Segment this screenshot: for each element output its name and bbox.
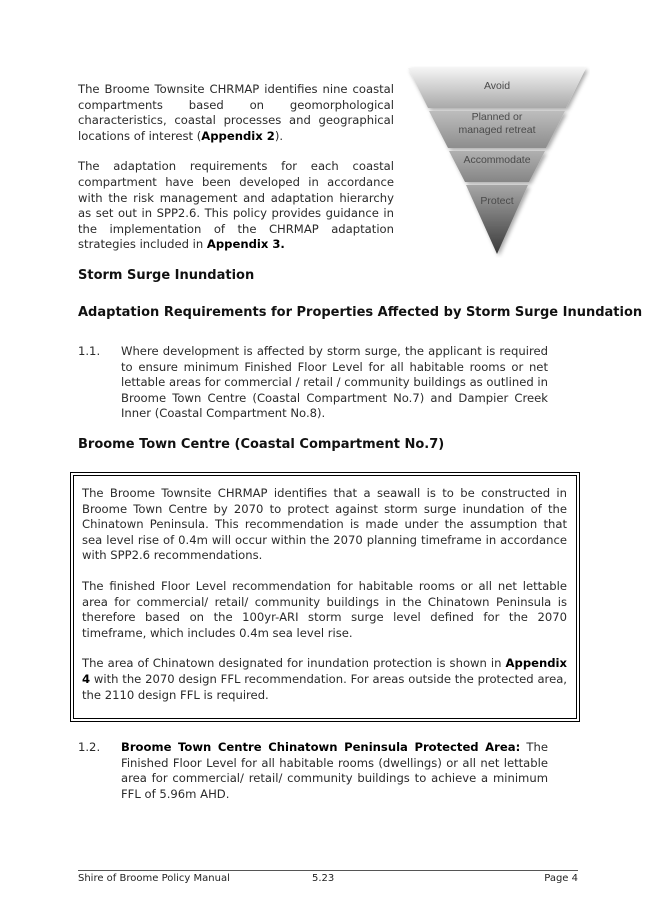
item-text (121, 740, 548, 802)
intro-paragraph-1 (78, 82, 394, 144)
pyramid-level-retreat: Planned or managed retreat (458, 111, 536, 136)
intro-p2-text: The adaptation requirements for each coastal compartment have been developed in accordance with the risk management and adaptation hierarchy as set out in SPP2.6. This policy provides guidance in the implementation of the CHRMAP adaptation strategies included in (78, 159, 394, 252)
item-bold-lead: Broome Town Centre Chinatown Peninsula Protected Area: (121, 740, 521, 754)
box-paragraph-1: The Broome Townsite CHRMAP identifies that a seawall is to be constructed in Broome Town Centre by 2070 to protect against storm surge inundation of the Chinatown Peninsula. This recommendation is made under the assumption that sea level rise of 0.4m will occur within the 2070 planning timeframe in accordance with SPP2.6 recommendations. (82, 486, 567, 563)
list-item-1-1 (78, 344, 548, 422)
heading-adaptation-requirements: Adaptation Requirements for Properties Affected by Storm Surge Inundation (78, 305, 643, 320)
heading-storm-surge: Storm Surge Inundation (78, 268, 255, 283)
footer-manual-title: Shire of Broome Policy Manual (78, 873, 230, 884)
item-number: 1.1. (78, 344, 101, 358)
intro-p1-text: The Broome Townsite CHRMAP identifies nine coastal compartments based on geomorphological characteristics, coastal processes and geographical locations of interest ( (78, 82, 394, 143)
footer-policy-number: 5.23 (312, 873, 335, 884)
item-text (121, 344, 548, 422)
intro-text (78, 82, 394, 268)
appendix-2-ref: Appendix 2 (201, 128, 275, 143)
pyramid-level-accommodate: Accommodate (463, 154, 531, 166)
adaptation-hierarchy-pyramid (404, 66, 590, 258)
box-paragraph-3 (82, 656, 567, 703)
item-number: 1.2. (78, 740, 101, 754)
heading-broome-town-centre: Broome Town Centre (Coastal Compartment No.7) (78, 437, 445, 452)
box-p3-end: with the 2070 design FFL recommendation. For areas outside the protected area, the 2110 design FFL is required. (82, 671, 567, 702)
footer-page-number: Page 4 (544, 873, 578, 884)
item-body: The Finished Floor Level for all habitable rooms (dwellings) or all net lettable area for commercial/ retail/ community buildings to achieve a minimum FFL of 5.96m AHD. (121, 740, 548, 801)
page-footer (78, 870, 578, 886)
pyramid-level-avoid: Avoid (483, 80, 511, 92)
pyramid-level-protect: Protect (480, 195, 514, 207)
item-body: Where development is affected by storm surge, the applicant is required to ensure minimum Finished Floor Level for all habitable rooms or net lettable areas for commercial / retail / community buildings as outlined in Broome Town Centre (Coastal Compartment No.7) and Dampier Creek Inner (Coastal Compartment No.8). (121, 344, 548, 421)
appendix-4-ref: Appendix 4 (82, 656, 567, 686)
intro-p1-end: ). (274, 128, 284, 143)
info-box (70, 472, 580, 722)
box-paragraph-2: The finished Floor Level recommendation for habitable rooms or all net lettable area for commercial/ retail/ community buildings in the Chinatown Peninsula is therefore based on the 100yr-ARI storm surge level defined for the 2070 timeframe, which includes 0.4m sea level rise. (82, 578, 567, 640)
list-item-1-2 (78, 740, 548, 802)
box-p3-text: The area of Chinatown designated for inundation protection is shown in (82, 656, 506, 671)
intro-paragraph-2 (78, 159, 394, 253)
appendix-3-ref: Appendix 3. (206, 237, 285, 252)
